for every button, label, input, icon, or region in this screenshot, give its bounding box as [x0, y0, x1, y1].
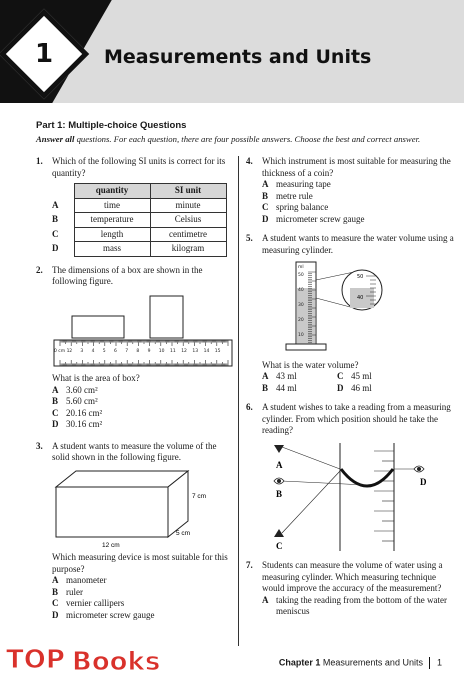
chapter-number: 1: [34, 39, 54, 69]
option[interactable]: A measuring tape: [262, 179, 331, 189]
option[interactable]: D micrometer screw gauge: [52, 609, 155, 620]
option[interactable]: B ruler: [52, 586, 83, 597]
option[interactable]: B metre rule: [262, 190, 313, 201]
question-text: Students can measure the volume of water using a measuring cylinder. Which measuring technique would improve the accuracy of the measurement?: [262, 560, 443, 593]
page-footer: [279, 657, 442, 669]
cylinder-base: [286, 344, 326, 350]
eye-icon: [274, 529, 284, 537]
option[interactable]: D 30.16 cm²: [52, 419, 103, 429]
left-column: [36, 156, 231, 621]
question-5: [246, 233, 458, 394]
cyl-label: 50: [298, 273, 304, 278]
cyl-label: 30: [298, 303, 304, 308]
question-number: 1.: [36, 156, 43, 166]
ruler-label: 0 cm 1: [54, 348, 70, 354]
option[interactable]: D 46 ml: [337, 382, 372, 393]
question-2: [36, 265, 231, 431]
table-header-quantity: quantity: [74, 184, 150, 199]
ruler-label: 11: [170, 348, 176, 354]
question-text: A student wants to measure the water volume using a measuring cylinder.: [262, 233, 454, 255]
question-number: 5.: [246, 233, 253, 243]
table-row: [52, 213, 226, 228]
ruler-label: 7: [125, 348, 129, 354]
option[interactable]: C spring balance: [262, 202, 329, 212]
option-label: D: [52, 243, 59, 253]
si-unit-table: [52, 183, 227, 257]
question-7: [246, 560, 458, 618]
table-row: [52, 227, 226, 242]
table-cell: temperature: [74, 213, 150, 228]
part-heading: Part 1: Multiple-choice Questions: [36, 120, 187, 131]
table-cell: mass: [74, 242, 150, 257]
option[interactable]: A taking the reading from the bottom of the water meniscus: [262, 594, 447, 616]
column-divider: [238, 156, 239, 646]
question-text: Which instrument is most suitable for measuring the thickness of a coin?: [262, 156, 451, 178]
question-4: [246, 156, 458, 225]
option[interactable]: C 45 ml: [337, 371, 372, 381]
question-text: The dimensions of a box are shown in the following figure.: [52, 264, 203, 286]
question-text: A student wishes to take a reading from a measuring cylinder. From which position should he take the reading?: [262, 402, 451, 435]
footer-separator: [429, 657, 430, 669]
topbooks-logo: [0, 632, 190, 682]
page-number: 1: [436, 657, 442, 668]
option-label: B: [52, 214, 59, 224]
box-ruler-figure: [52, 290, 237, 370]
ruler-label: 15: [214, 348, 221, 354]
table-cell: minute: [150, 198, 226, 213]
right-column: [246, 156, 458, 618]
ruler-label: 6: [114, 348, 117, 354]
svg-text:Books: Books: [72, 647, 161, 677]
ruler-label: 2: [69, 348, 73, 354]
question-text: A student wants to measure the volume of the solid shown in the following figure.: [52, 440, 217, 462]
height-label: 7 cm: [192, 492, 207, 500]
eye-label: D: [420, 476, 427, 487]
table-row: [52, 242, 226, 257]
measuring-cylinder-figure: [262, 258, 452, 356]
cyl-label: ml: [298, 265, 304, 270]
svg-text:TOP: TOP: [6, 645, 65, 675]
option[interactable]: D micrometer screw gauge: [262, 213, 365, 224]
table-row: [52, 198, 226, 213]
ruler-label: 13: [192, 348, 199, 354]
ruler-label: 9: [147, 348, 151, 354]
option[interactable]: A 43 ml: [262, 371, 297, 381]
chapter-title: Measurements and Units: [104, 46, 372, 68]
cuboid: [56, 487, 168, 537]
meniscus-figure: [262, 441, 452, 553]
depth-label: 5 cm: [176, 529, 191, 537]
option[interactable]: A manometer: [52, 575, 107, 585]
ruler-label: 8: [136, 348, 140, 354]
table-cell: length: [74, 227, 150, 242]
ruler-label: 12: [181, 348, 187, 354]
cyl-label: 10: [298, 333, 304, 338]
eye-label: C: [276, 540, 283, 551]
ruler-label: 10: [158, 348, 165, 354]
option[interactable]: C 20.16 cm²: [52, 407, 103, 418]
question-prompt: What is the water volume?: [262, 359, 359, 370]
footer-title: Measurements and Units: [322, 657, 423, 668]
question-6: [246, 402, 458, 556]
ruler-label: 4: [91, 348, 95, 354]
option-label: A: [52, 199, 59, 210]
table-cell: centimetre: [150, 227, 226, 242]
option[interactable]: A 3.60 cm²: [52, 384, 98, 395]
table-cell: time: [74, 198, 150, 213]
ruler-label: 5: [102, 348, 106, 354]
question-prompt: What is the area of box?: [52, 373, 140, 383]
option[interactable]: C vernier callipers: [52, 598, 125, 608]
option-label: C: [52, 228, 59, 239]
eye-icon: [274, 445, 284, 453]
question-number: 6.: [246, 402, 253, 412]
question-prompt: Which measuring device is most suitable for this purpose?: [52, 552, 228, 574]
instructions-text: questions. For each question, there are four possible answers. Choose the best and correct answer.: [74, 134, 421, 144]
box-side-view: [72, 316, 124, 338]
zoom-label: 50: [357, 274, 364, 280]
eye-label: A: [276, 459, 283, 470]
question-text: Which of the following SI units is correct for its quantity?: [52, 156, 226, 178]
instructions: Answer all questions. For each question, there are four possible answers. Choose the best and correct answer.: [36, 134, 421, 144]
length-label: 12 cm: [102, 541, 120, 549]
cuboid-figure: [52, 467, 232, 549]
footer-chapter: Chapter 1: [278, 657, 321, 668]
zoom-label: 40: [357, 295, 364, 301]
option[interactable]: B 44 ml: [262, 382, 297, 393]
table-header-unit: SI unit: [150, 184, 226, 199]
table-cell: kilogram: [150, 242, 226, 257]
eye-label: B: [276, 488, 283, 499]
question-number: 2.: [36, 264, 43, 275]
question-1: [36, 156, 231, 257]
cyl-label: 40: [298, 288, 304, 293]
question-number: 3.: [36, 440, 43, 451]
question-number: 4.: [246, 156, 253, 166]
table-cell: Celsius: [150, 213, 226, 228]
box-end-view: [150, 296, 183, 338]
question-number: 7.: [246, 560, 253, 570]
question-3: [36, 441, 231, 622]
chapter-header: [0, 0, 464, 103]
ruler-label: 14: [203, 348, 210, 354]
water-meniscus: [341, 469, 393, 486]
ruler-label: 3: [80, 348, 84, 354]
option[interactable]: B 5.60 cm²: [52, 396, 98, 406]
cyl-label: 20: [298, 318, 304, 323]
